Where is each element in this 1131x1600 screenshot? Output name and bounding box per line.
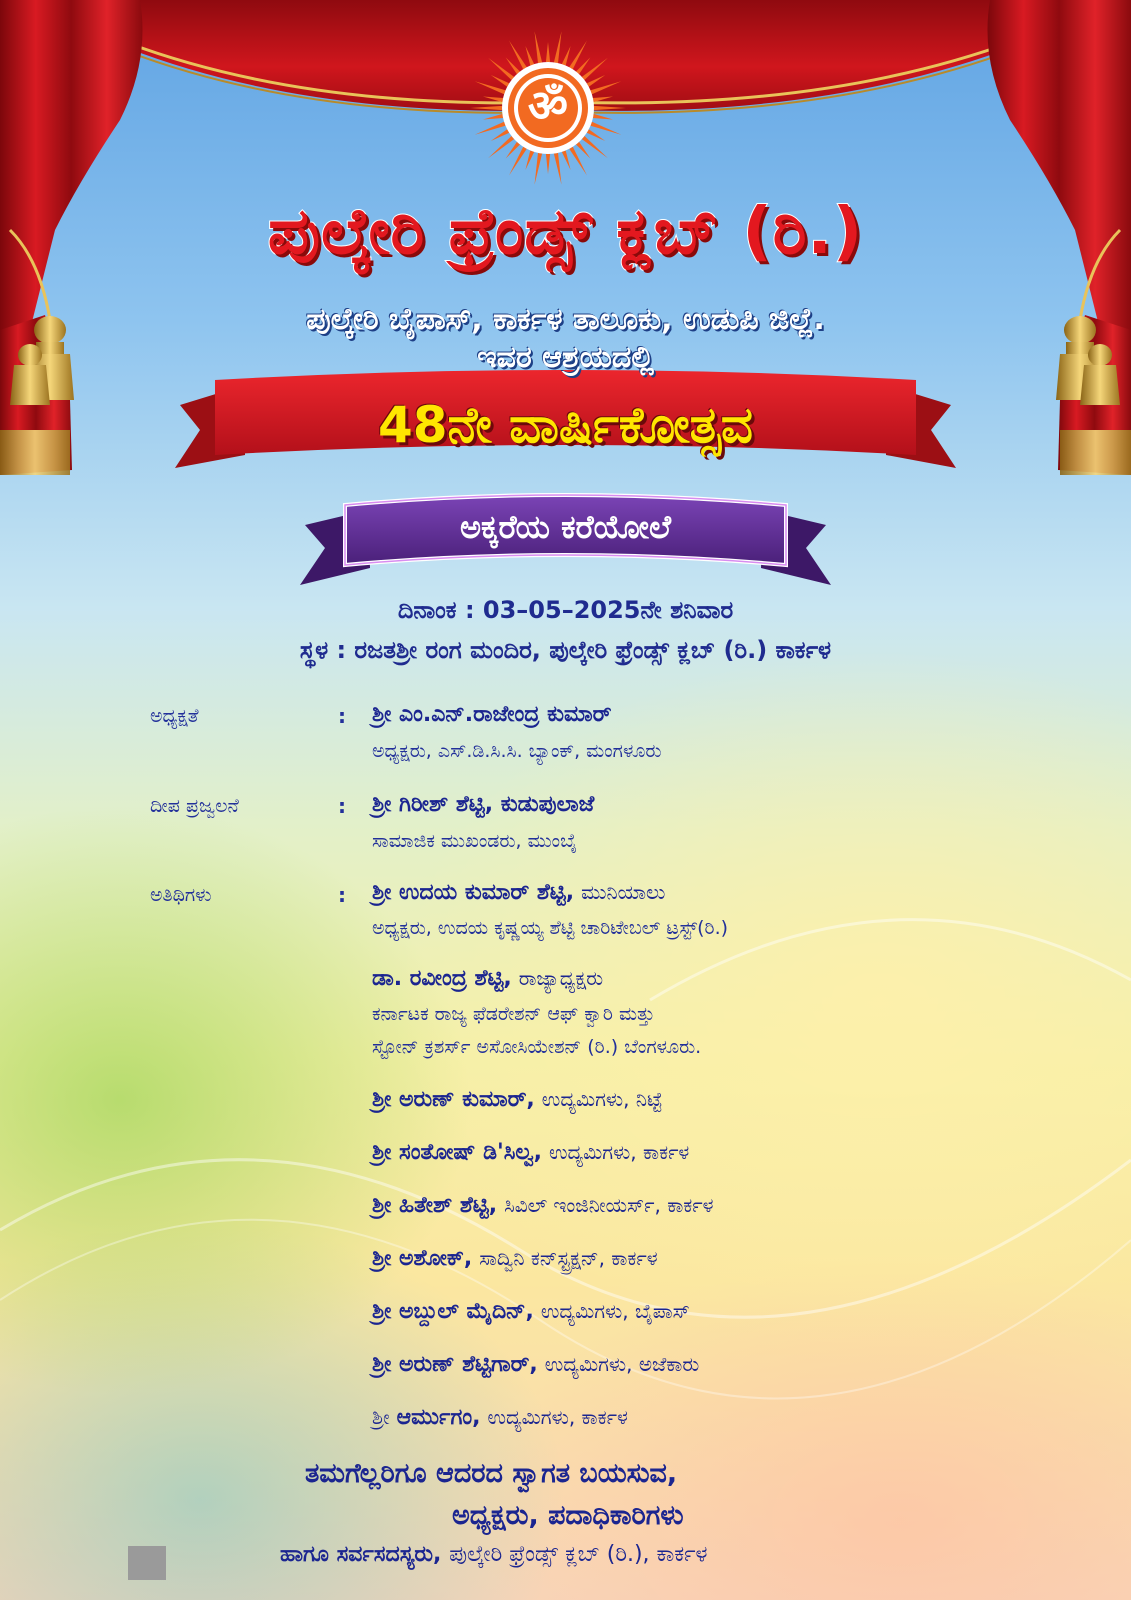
guest-3 bbox=[372, 1087, 662, 1112]
closing-officials: ಅಧ್ಯಕ್ಷರು, ಪದಾಧಿಕಾರಿಗಳು bbox=[452, 1500, 684, 1531]
guest-2-name: ಡಾ. ರವೀಂದ್ರ ಶೆಟ್ಟಿ, bbox=[372, 966, 512, 991]
patronage-text: ಇವರ ಆಶ್ರಯದಲ್ಲಿ bbox=[477, 340, 654, 375]
guest-7-designation: ಉದ್ಯಮಿಗಳು, ಬೈಪಾಸ್ bbox=[540, 1299, 690, 1323]
guest-9-designation: ಉದ್ಯಮಿಗಳು, ಕಾರ್ಕಳ bbox=[487, 1405, 628, 1429]
guest-1-detail: ಅಧ್ಯಕ್ಷರು, ಉದಯ ಕೃಷ್ಣಯ್ಯ ಶೆಟ್ಟಿ ಚಾರಿಟೇಬಲ್ ಟ್ರಸ್ಟ್(ರಿ.) bbox=[372, 917, 729, 939]
lamp-lighting-name-text: ಶ್ರೀ ಗಿರೀಶ್ ಶೆಟ್ಟಿ, ಕುಡುಪುಲಾಜೆ bbox=[372, 792, 595, 817]
guest-3-designation: ಉದ್ಯಮಿಗಳು, ನಿಟ್ಟೆ bbox=[541, 1087, 663, 1111]
grey-square-mark bbox=[128, 1546, 166, 1580]
guest-6 bbox=[372, 1246, 658, 1271]
closing-members bbox=[280, 1542, 707, 1567]
presidency-name-text: ಶ್ರೀ ಎಂ.ಎನ್.ರಾಜೇಂದ್ರ ಕುಮಾರ್ bbox=[372, 702, 612, 727]
sun-ray bbox=[576, 142, 590, 159]
sun-ray bbox=[491, 129, 509, 141]
guest-5-designation: ಸಿವಿಲ್ ಇಂಜಿನೀಯರ್ಸ್, ಕಾರ್ಕಳ bbox=[504, 1193, 714, 1217]
presidency-colon: : bbox=[338, 704, 346, 728]
presidency-name bbox=[372, 702, 611, 727]
invitation-title: ಅಕ್ಕರೆಯ ಕರೆಯೋಲೆ bbox=[459, 508, 672, 546]
guest-6-designation: ಸಾದ್ವಿನಿ ಕನ್‌ಸ್ಟ್ರಕ್ಷನ್, ಕಾರ್ಕಳ bbox=[479, 1246, 658, 1270]
guest-2-detail-1: ಕರ್ನಾಟಕ ರಾಜ್ಯ ಫೆಡರೇಶನ್ ಆಫ್ ಕ್ವಾರಿ ಮತ್ತು bbox=[372, 1003, 655, 1025]
guest-4-designation: ಉದ್ಯಮಿಗಳು, ಕಾರ್ಕಳ bbox=[548, 1140, 690, 1164]
anniversary-title: 48ನೇ ವಾರ್ಷಿಕೋತ್ಸವ bbox=[377, 396, 754, 454]
guest-4-name: ಶ್ರೀ ಸಂತೋಷ್ ಡಿ'ಸಿಲ್ವ, bbox=[372, 1140, 542, 1165]
guest-5 bbox=[372, 1193, 713, 1218]
guest-8 bbox=[372, 1352, 699, 1377]
presidency-label: ಅಧ್ಯಕ್ಷತೆ bbox=[150, 705, 199, 727]
sun-ray bbox=[525, 151, 534, 171]
sun-ray bbox=[593, 114, 613, 120]
guests-label: ಅತಿಥಿಗಳು bbox=[150, 884, 212, 906]
presidency-detail: ಅಧ್ಯಕ್ಷರು, ಎಸ್.ಡಿ.ಸಿ.ಸಿ. ಬ್ಯಾಂಕ್, ಮಂಗಳೂರು bbox=[372, 740, 662, 762]
club-title: ಪುಲ್ಕೇರಿ ಫ್ರೆಂಡ್ಸ್ ಕ್ಲಬ್ (ರಿ.) bbox=[267, 195, 864, 269]
sun-ray bbox=[562, 151, 571, 171]
sun-ray bbox=[506, 142, 520, 159]
guest-6-name: ಶ್ರೀ ಅಶೋಕ್, bbox=[372, 1246, 473, 1271]
guest-9 bbox=[372, 1405, 628, 1430]
sun-ray bbox=[546, 154, 550, 174]
sun-ray bbox=[554, 153, 562, 185]
event-date: ದಿನಾಂಕ : 03–05–2025ನೇ ಶನಿವಾರ bbox=[397, 596, 734, 624]
lamp-lighting-colon: : bbox=[338, 794, 346, 818]
guest-7-name: ಶ್ರೀ ಅಬ್ದುಲ್ ಮೈದಿನ್, bbox=[372, 1299, 534, 1324]
sun-ray bbox=[535, 153, 543, 185]
guest-2-detail-2: ಸ್ಟೋನ್ ಕ್ರಶರ್ಸ್ ಅಸೋಸಿಯೇಶನ್ (ರಿ.) ಬೆಂಗಳೂರು. bbox=[372, 1036, 702, 1058]
closing-club-name: ಪುಲ್ಕೇರಿ ಫ್ರೆಂಡ್ಸ್ ಕ್ಲಬ್ (ರಿ.), ಕಾರ್ಕಳ bbox=[449, 1542, 708, 1567]
guests-colon: : bbox=[338, 883, 346, 907]
sun-ray bbox=[475, 122, 506, 135]
guest-9-name: ಆರ್ಮುಗಂ, bbox=[396, 1405, 481, 1430]
event-venue: ಸ್ಥಳ : ರಜತಶ್ರೀ ರಂಗ ಮಂದಿರ, ಪುಲ್ಕೇರಿ ಫ್ರೆಂಡ್ಸ್ ಕ್ಲಬ್ (ರಿ.) ಕಾರ್ಕಳ bbox=[299, 636, 832, 664]
club-address: ಪುಲ್ಕೇರಿ ಬೈಪಾಸ್, ಕಾರ್ಕಳ ತಾಲೂಕು, ಉಡುಪಿ ಜಿಲ್ಲೆ. bbox=[306, 302, 825, 337]
guest-7 bbox=[372, 1299, 690, 1324]
guest-8-designation: ಉದ್ಯಮಿಗಳು, ಅಜೆಕಾರು bbox=[544, 1352, 700, 1376]
sun-ray bbox=[591, 122, 622, 135]
guest-5-name: ಶ್ರೀ ಹಿತೇಶ್ ಶೆಟ್ಟಿ, bbox=[372, 1193, 498, 1218]
sun-ray bbox=[488, 136, 514, 158]
guest-3-name: ಶ್ರೀ ಅರುಣ್ ಕುಮಾರ್, bbox=[372, 1087, 535, 1112]
guest-8-name: ಶ್ರೀ ಅರುಣ್ ಶೆಟ್ಟಿಗಾರ್, bbox=[372, 1352, 538, 1377]
lamp-lighting-label: ದೀಪ ಪ್ರಜ್ವಲನೆ bbox=[150, 795, 239, 817]
sun-ray bbox=[582, 136, 608, 158]
guest-9-prefix: ಶ್ರೀ bbox=[372, 1405, 390, 1429]
om-symbol: ॐ bbox=[527, 81, 569, 132]
guest-2 bbox=[372, 966, 603, 991]
sun-ray bbox=[483, 114, 503, 120]
lamp-lighting-name bbox=[372, 792, 594, 817]
closing-welcome: ತಮಗೆಲ್ಲರಿಗೂ ಆದರದ ಸ್ವಾಗತ ಬಯಸುವ, bbox=[305, 1458, 678, 1489]
guest-1-place: ಮುನಿಯಾಲು bbox=[581, 880, 666, 904]
guest-4 bbox=[372, 1140, 689, 1165]
guest-1-name: ಶ್ರೀ ಉದಯ ಕುಮಾರ್ ಶೆಟ್ಟಿ, bbox=[372, 880, 575, 905]
lamp-lighting-detail: ಸಾಮಾಜಿಕ ಮುಖಂಡರು, ಮುಂಬೈ bbox=[372, 830, 578, 852]
sun-ray bbox=[587, 129, 605, 141]
closing-members-bold: ಹಾಗೂ ಸರ್ವಸದಸ್ಯರು, bbox=[280, 1542, 442, 1567]
guest-1 bbox=[372, 880, 665, 905]
guest-2-designation: ರಾಜ್ಯಾಧ್ಯಕ್ಷರು bbox=[518, 966, 604, 990]
